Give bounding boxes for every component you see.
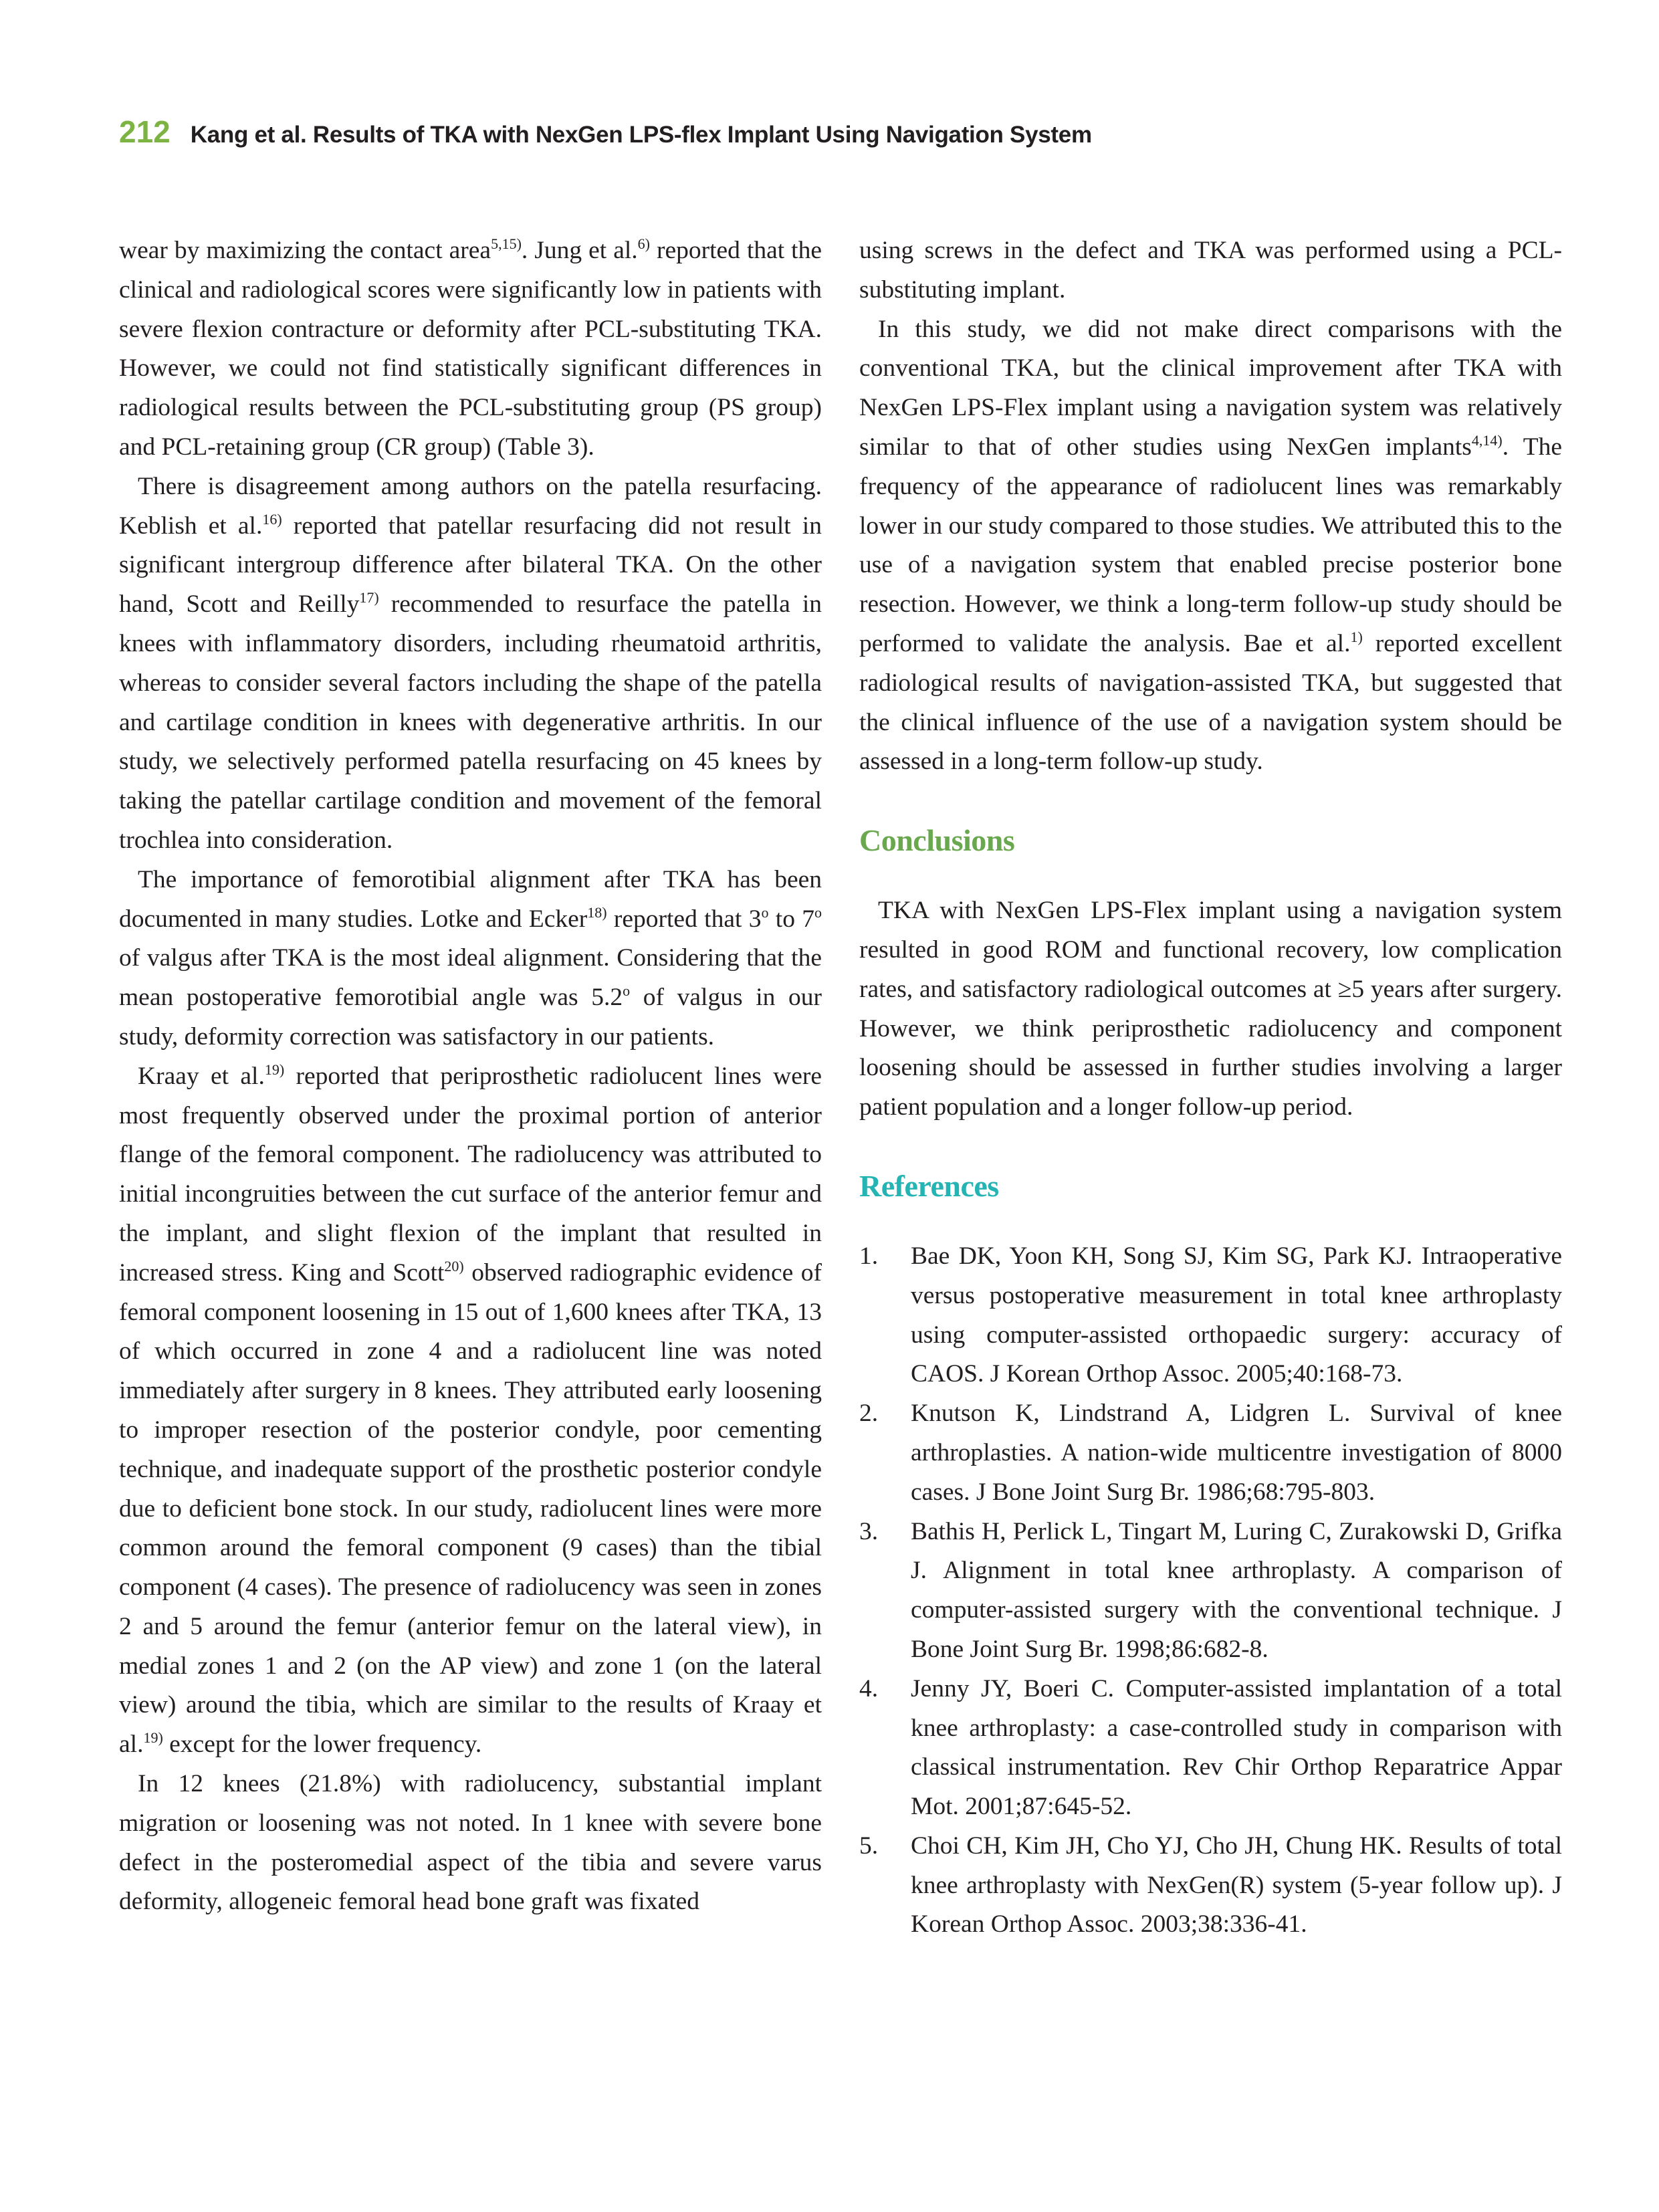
citation: 19) [143,1729,163,1747]
degree-sign: o [761,903,769,921]
reference-number: 4. [859,1674,879,1702]
running-title: Kang et al. Results of TKA with NexGen LPS-flex Implant Using Navigation System [190,122,1092,148]
citation: 5,15) [491,235,522,252]
reference-text: Knutson K, Lindstrand A, Lidgren L. Survival of knee arthroplasties. A nation-wide multicentre investigation of 8000 cases. J Bone Joint Surg Br. 1986;68:795-803. [911,1400,1562,1506]
reference-number: 2. [859,1400,879,1428]
citation: 6) [637,235,650,252]
left-column [119,231,822,1922]
references-heading: References [859,1168,999,1203]
reference-item [859,1670,1562,1827]
citation: 20) [444,1257,464,1275]
citation: 16) [262,510,282,528]
reference-text: Jenny JY, Boeri C. Computer-assisted implantation of a total knee arthroplasty: a case-controlled study in comparison with classical instrumentation. Rev Chir Orthop Reparatrice Appar Mot. 2001;87:645-52. [911,1674,1562,1821]
right-column [859,231,1562,1945]
reference-item [859,1237,1562,1394]
reference-text: Bathis H, Perlick L, Tingart M, Luring C, Zurakowski D, Grifka J. Alignment in total knee arthroplasty. A comparison of computer-assisted surgery with the conventional technique. J Bone Joint Surg Br. 1998;86:682-8. [911,1517,1562,1663]
running-header [119,114,1092,154]
conclusions-heading: Conclusions [859,823,1015,858]
discussion-paragraph: wear by maximizing the contact area$^{5,15)}$. Jung et al.$^{6)}$ reported that the clinical and radiological scores were significantly low in patients with severe flexion contracture or deformity after PCL-substituting TKA. However, we could not find statistically significant differences in radiological results between the PCL-substituting group (PS group) and PCL-retaining group (CR group) (Table 3). [119,235,822,461]
reference-item [859,1394,1562,1512]
reference-number: 5. [859,1832,879,1860]
discussion-paragraph: The importance of femorotibial alignment after TKA has been documented in many studies. Lotke and Ecker$^{18)}$ reported that 3$^o$ to 7$^o$ of valgus after TKA is the most ideal alignment. Considering that the mean postoperative femorotibial angle was 5.2$^o$ of valgus in our study, deformity correction was satisfactory in our patients. [119,865,822,1050]
discussion-paragraph: using screws in the defect and TKA was performed using a PCL-substituting implant. [859,237,1562,304]
reference-item [859,1827,1562,1945]
discussion-paragraph: In this study, we did not make direct comparisons with the conventional TKA, but the clinical improvement after TKA with NexGen LPS-Flex implant using a navigation system was relatively similar to that of other studies using NexGen implants$^{4,14)}$. The frequency of the appearance of radiolucent lines was remarkably lower in our study compared to those studies. We attributed this to the use of a navigation system that enabled precise posterior bone resection. However, we think a long-term follow-up study should be performed to validate the analysis. Bae et al.$^{1)}$ reported excellent radiological results of navigation-assisted TKA, but suggested that the clinical influence of the use of a navigation system should be assessed in a long-term follow-up study. [859,315,1562,776]
reference-item [859,1513,1562,1670]
citation: 1) [1350,628,1363,645]
degree-sign: o [623,982,631,1000]
discussion-paragraph: In 12 knees (21.8%) with radiolucency, substantial implant migration or loosening was not noted. In 1 knee with severe bone defect in the posteromedial aspect of the tibia and severe varus deformity, allogeneic femoral head bone graft was fixated [119,1770,822,1916]
citation: 17) [359,589,379,606]
discussion-paragraph: Kraay et al.$^{19)}$ reported that periprosthetic radiolucent lines were most frequently observed under the proximal portion of anterior flange of the femoral component. The radiolucency was attributed to initial incongruities between the cut surface of the anterior femur and the implant, and slight flexion of the implant that resulted in increased stress. King and Scott$^{20)}$ observed radiographic evidence of femoral component loosening in 15 out of 1,600 knees after TKA, 13 of which occurred in zone 4 and a radiolucent line was noted immediately after surgery in 8 knees. They attributed early loosening to improper resection of the posterior condyle, poor cementing technique, and inadequate support of the prosthetic posterior condyle due to deficient bone stock. In our study, radiolucent lines were more common around the femoral component (9 cases) than the tibial component (4 cases). The presence of radiolucency was seen in zones 2 and 5 around the femur (anterior femur on the lateral view), in medial zones 1 and 2 (on the AP view) and zone 1 (on the lateral view) around the tibia, which are similar to the results of Kraay et al.$^{19)}$ except for the lower frequency. [119,1061,822,1759]
conclusions-paragraph: TKA with NexGen LPS-Flex implant using a navigation system resulted in good ROM and functional recovery, low complication rates, and satisfactory radiological outcomes at ≥5 years after surgery. However, we think periprosthetic radiolucency and component loosening should be assessed in further studies involving a larger patient population and a longer follow-up period. [859,897,1562,1121]
reference-number: 3. [859,1517,879,1545]
reference-list [859,1237,1562,1945]
reference-number: 1. [859,1242,879,1270]
citation: 18) [587,903,607,921]
reference-text: Choi CH, Kim JH, Cho YJ, Cho JH, Chung HK. Results of total knee arthroplasty with NexGen(R) system (5-year follow up). J Korean Orthop Assoc. 2003;38:336-41. [911,1832,1562,1939]
reference-text: Bae DK, Yoon KH, Song SJ, Kim SG, Park KJ. Intraoperative versus postoperative measurement in total knee arthroplasty using computer-assisted orthopaedic surgery: accuracy of CAOS. J Korean Orthop Assoc. 2005;40:168-73. [911,1242,1562,1388]
page-number: 212 [119,114,171,149]
discussion-paragraph: There is disagreement among authors on the patella resurfacing. Keblish et al.$^{16)}$ reported that patellar resurfacing did not result in significant intergroup difference after bilateral TKA. On the other hand, Scott and Reilly$^{17)}$ recommended to resurface the patella in knees with inflammatory disorders, including rheumatoid arthritis, whereas to consider several factors including the shape of the patella and cartilage condition in knees with degenerative arthritis. In our study, we selectively performed patella resurfacing on 45 knees by taking the patellar cartilage condition and movement of the femoral trochlea into consideration. [119,472,822,854]
citation: 19) [264,1061,285,1078]
citation: 4,14) [1471,431,1503,449]
degree-sign: o [814,903,822,921]
